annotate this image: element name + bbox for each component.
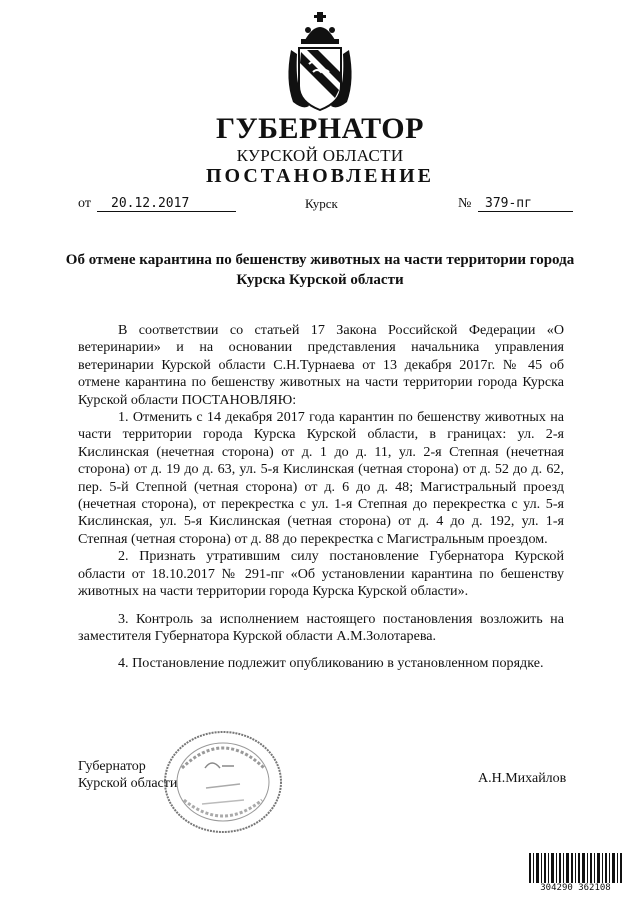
signatory-position-line2: Курской области: [78, 776, 178, 791]
number-prefix: №: [458, 196, 472, 211]
header-region: КУРСКОЙ ОБЛАСТИ: [236, 146, 404, 165]
header-title: ГУБЕРНАТОР: [216, 112, 424, 145]
document-number: 379-пг: [478, 196, 573, 212]
paragraph-item-1: 1. Отменить с 14 декабря 2017 года карантин по бешенству животных на части территории города Курска Курской области, в границах: ул. 2-я Кислинская (нечетная сторона) от д. 1 до д. 11, ул. 2-я Степная (нечетная сторона) от д. 19 до д. 63, ул. 5-я Кислинская (четная сторона) от д. 52 до д. 62, пер. 5-й Степной (четная сторона) от д. 6 до д. 48; Магистральный проезд (нечетная сторона), от перекрестка с ул. 1-я Степная до перекрестка с ул. 5-я Кислинская, ул. 5-я Кислинская (четная сторона) от д. 4 до д. 192, ул. 1-я Степная (четная сторона) от д. 88 до перекрестка с Магистральным проездом.: [78, 409, 564, 547]
signatory-name: А.Н.Михайлов: [478, 771, 567, 786]
date-prefix: от: [78, 196, 91, 211]
document-city: Курск: [305, 196, 338, 211]
document-type: ПОСТАНОВЛЕНИЕ: [206, 165, 434, 187]
document-title: Об отмене карантина по бешенству животных на части территории города Курска Курской области: [65, 252, 575, 288]
paragraph-item-3: 3. Контроль за исполнением настоящего постановления возложить на заместителя Губернатора Курской области А.М.Золотарева.: [78, 610, 564, 644]
official-stamp: [160, 728, 286, 836]
document-date: 20.12.2017: [97, 196, 236, 212]
paragraph-preamble: В соответствии со статьей 17 Закона Российской Федерации «О ветеринарии» и на основании представления начальника управления ветеринарии Курской области С.Н.Турнаева от 13 декабря 2017г. № 45 об отмене карантина по бешенству животных на части территории города Курска Курской области ПОСТАНОВЛЯЮ:: [78, 322, 564, 408]
paragraph-item-2: 2. Признать утратившим силу постановление Губернатора Курской области от 18.10.2017 № 291-пг «Об установлении карантина по бешенству животных на части территории города Курска Курской области».: [78, 548, 564, 600]
signatory-position-line1: Губернатор: [78, 759, 146, 774]
document-body: [78, 322, 564, 673]
paragraph-item-4: 4. Постановление подлежит опубликованию в установленном порядке.: [118, 655, 544, 672]
barcode-number: 304290 362108: [528, 883, 623, 893]
coat-of-arms-emblem: [283, 10, 357, 114]
